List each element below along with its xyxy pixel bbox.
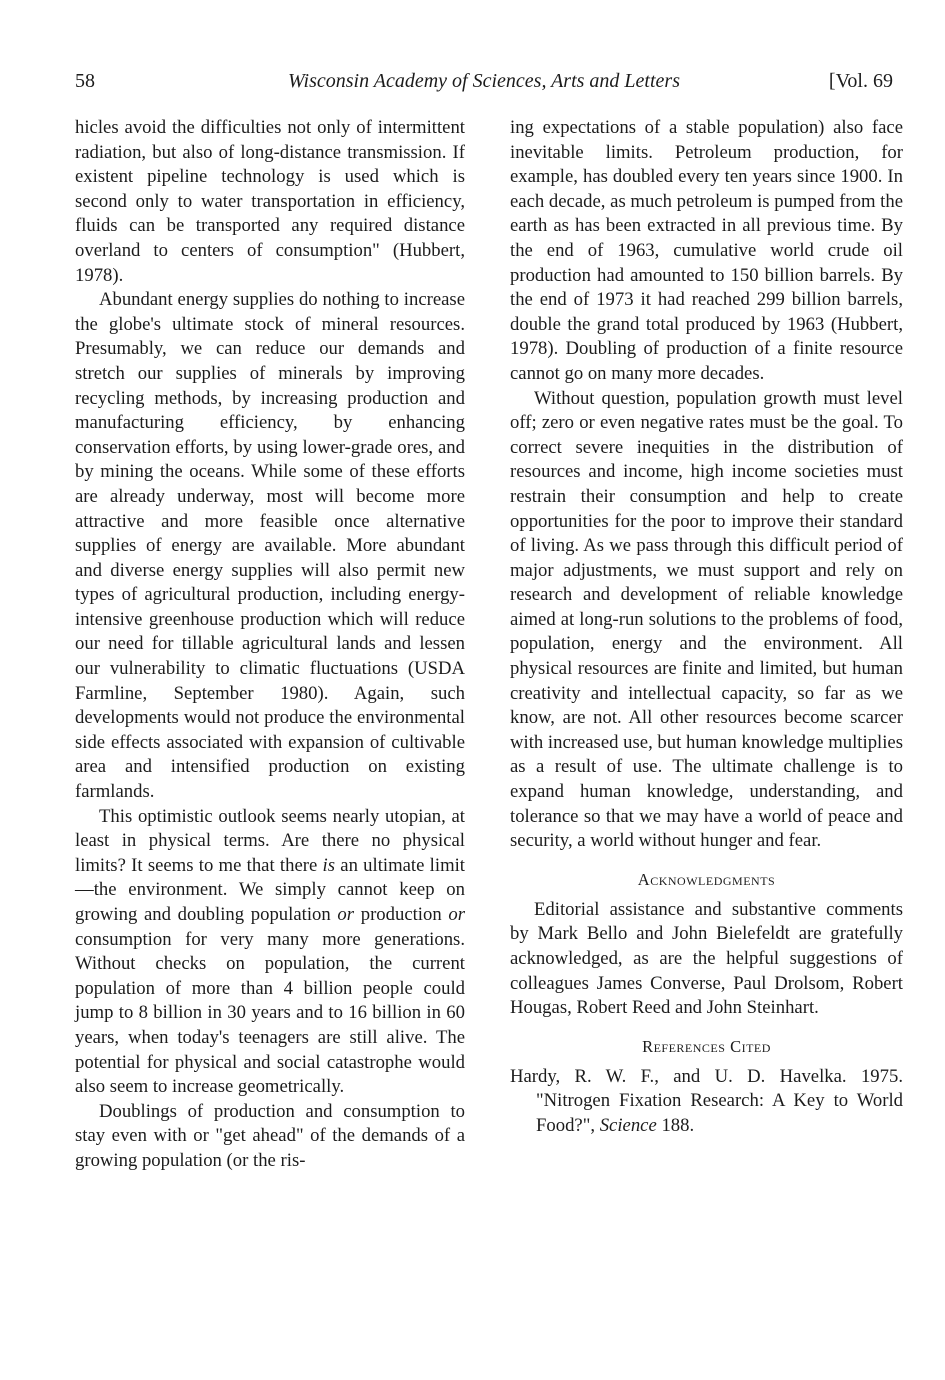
running-head — [75, 66, 893, 96]
text-run: This optimistic outlook seems nearly utopian, at least in physical terms. Are there no physical limits? It seems to me that there — [75, 805, 465, 876]
text-run: 188. — [656, 1114, 695, 1136]
journal-title: Wisconsin Academy of Sciences, Arts and Letters — [288, 70, 680, 92]
page-number: 58 — [75, 70, 95, 92]
paragraph-continued: hicles avoid the difficulties not only of intermittent radiation, but also of long-distance transmission. If existent pipeline technology is used which is second only to water transportation in efficiency, fluids can be transported any required distance overland to centers of consumption" (Hubbert, 1978). — [75, 117, 465, 286]
acknowledgments-text: Editorial assistance and substantive comments by Mark Bello and John Bielefeldt are gratefully acknowledged, as are the helpful suggestions of colleagues James Converse, Paul Drolsom, Robert Hougas, Robert Reed and John Steinhart. — [510, 898, 903, 1019]
volume-label: [Vol. 69 — [828, 70, 893, 92]
emphasis-or: or — [337, 904, 355, 925]
text-run: production — [354, 904, 449, 925]
acknowledgments-heading: Acknowledgments — [637, 869, 776, 889]
reference-list — [510, 1065, 903, 1139]
right-column — [510, 116, 903, 1139]
paragraph-energy-supplies: Abundant energy supplies do nothing to increase the globe's ultimate stock of mineral resources. Presumably, we can reduce our demands and stretch our supplies of minerals by improving recycling methods, by increasing production and manufacturing efficiency, by enhancing conservation efforts, by using lower-grade ores, and by mining the oceans. While some of these efforts are already underway, most will become more attractive and more feasible once alternative supplies of energy are available. More abundant and diverse energy supplies will also permit new types of agricultural production, including energy-intensive greenhouse production which will reduce our need for tillable agricultural lands and lessen our vulnerability to climatic fluctuations (USDA Farmline, September 1980). Again, such developments would not produce the environmental side effects associated with expansion of cultivable area and intensified production on existing farmlands. — [75, 289, 465, 803]
text-run: consumption for very many more generations. Without checks on population, the current population of more than 4 billion people could jump to 8 billion in 30 years and to 16 billion in 60 years, when today's teenagers are still alive. The potential for physical and social catastrophe would also seem to increase geometrically. — [75, 928, 465, 1098]
text-run: Hardy, R. W. F., and U. D. Havelka. 1975. "Nitrogen Fixation Research: A Key to World Food?", — [510, 1065, 903, 1136]
reference-journal: Science — [599, 1114, 657, 1136]
emphasis-or: or — [448, 904, 465, 925]
paragraph-continued: ing expectations of a stable population) also face inevitable limits. Petroleum production, for example, has doubled every ten years since 1900. In each decade, as much petroleum is pumped from the earth as has been extracted in all previous time. By the end of 1963, cumulative world crude oil production had amounted to 150 billion barrels. By the end of 1973 it had reached 299 billion barrels, double the grand total produced by 1963 (Hubbert, 1978). Doubling of production of a finite resource cannot go on many more decades. — [510, 117, 903, 384]
text-run: an ultimate limit—the environment. We simply cannot keep on growing and doubling population — [75, 854, 465, 925]
references-heading: References Cited — [642, 1036, 771, 1056]
paragraph-optimistic-outlook — [75, 805, 465, 1100]
left-column — [75, 116, 465, 1174]
paragraph-doublings: Doublings of production and consumption to stay even with or "get ahead" of the demands of a growing population (or the ris- — [75, 1100, 465, 1171]
reference-item — [510, 1065, 903, 1139]
paragraph-population-growth: Without question, population growth must level off; zero or even negative rates must be the goal. To correct severe inequities in the distribution of resources and income, high income societies must restrain their consumption and help to create opportunities for the poor to improve their standard of living. As we pass through this difficult period of major adjustments, we must support and rely on research and development of reliable knowledge aimed at long-run solutions to the problems of food, population, energy and the environment. All physical resources are finite and limited, but human creativity and intellectual capacity, so far as we know, are not. All other resources become scarcer with increased use, but human knowledge multiplies as a result of use. The ultimate challenge is to expand human knowledge, understanding, and tolerance so that we may have a world of peace and security, a world without hunger and fear. — [510, 387, 903, 852]
emphasis-is: is — [322, 854, 336, 876]
